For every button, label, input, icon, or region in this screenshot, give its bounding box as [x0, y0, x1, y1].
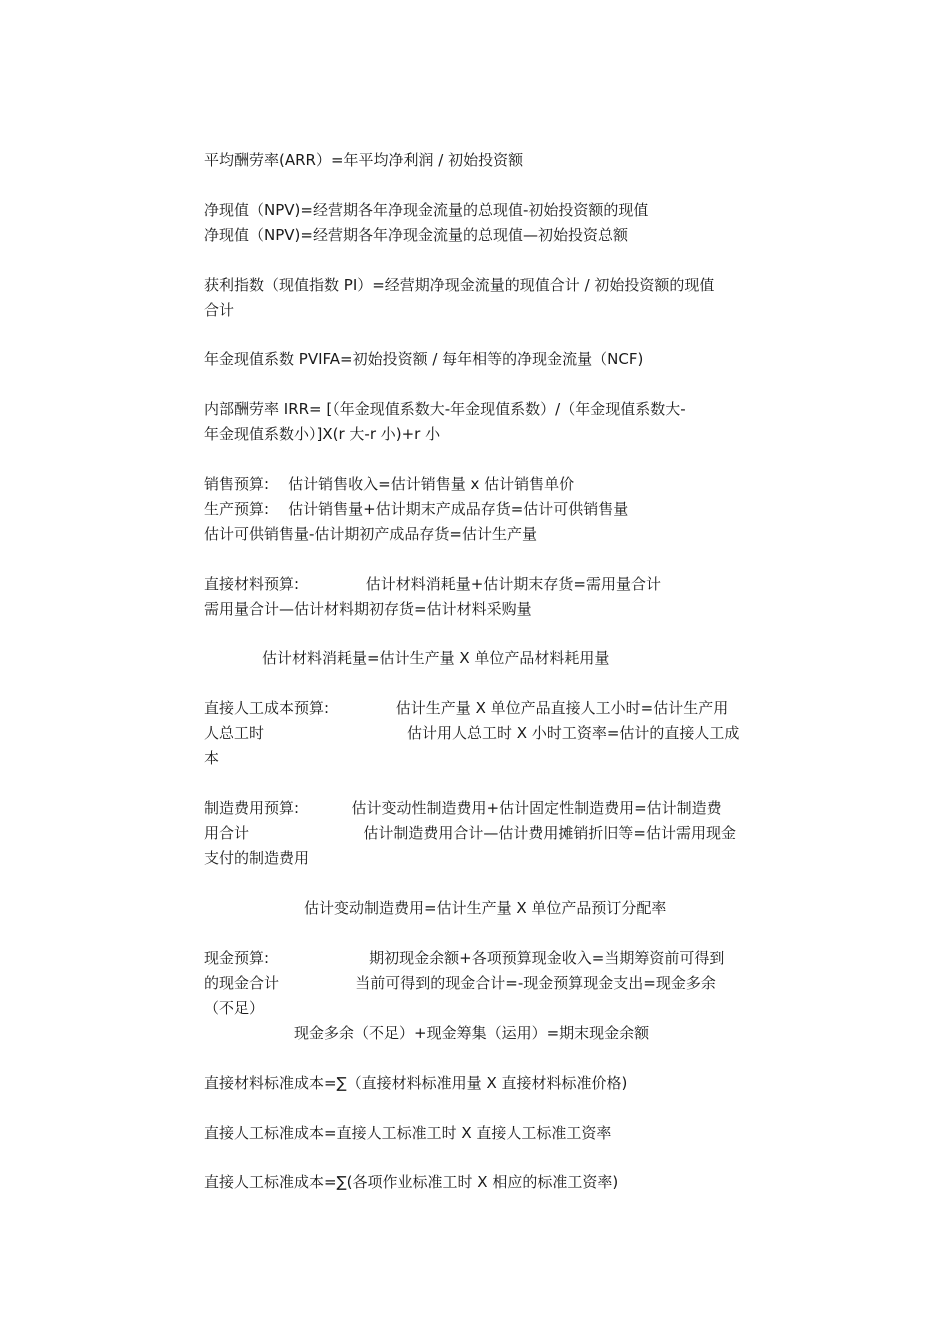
material-budget-cont: 需用量合计—估计材料期初存货=估计材料采购量 [204, 600, 532, 618]
overhead-budget-end: 支付的制造费用 [204, 849, 310, 867]
cash-budget-shortfall: （不足） [204, 999, 265, 1017]
formula-pvifa: 年金现值系数 PVIFA=初始投资额 / 每年相等的净现金流量（NCF) [204, 350, 644, 368]
labor-budget: 直接人工成本预算: 估计生产量 X 单位产品直接人工小时=估计生产用 [204, 699, 729, 717]
cash-budget: 现金预算: 期初现金余额+各项预算现金收入=当期筹资前可得到 [204, 949, 725, 967]
labor-budget-cont: 人总工时 估计用人总工时 X 小时工资率=估计的直接人工成 [204, 724, 740, 742]
formula-npv-2: 净现值（NPV)=经营期各年净现金流量的总现值—初始投资总额 [204, 226, 628, 244]
material-budget: 直接材料预算: 估计材料消耗量+估计期末存货=需用量合计 [204, 575, 661, 593]
sales-budget: 销售预算: 估计销售收入=估计销售量 x 估计销售单价 [204, 475, 575, 493]
overhead-budget: 制造费用预算: 估计变动性制造费用+估计固定性制造费用=估计制造费 [204, 799, 722, 817]
production-budget-cont: 估计可供销售量-估计期初产成品存货=估计生产量 [204, 525, 537, 543]
formula-npv-1: 净现值（NPV)=经营期各年净现金流量的总现值-初始投资额的现值 [204, 201, 649, 219]
cash-budget-cont: 的现金合计 当前可得到的现金合计=-现金预算现金支出=现金多余 [204, 974, 716, 992]
std-material-cost: 直接材料标准成本=∑（直接材料标准用量 X 直接材料标准价格) [204, 1074, 628, 1092]
std-labor-cost-2: 直接人工标准成本=∑(各项作业标准工时 X 相应的标准工资率) [204, 1173, 619, 1191]
production-budget: 生产预算: 估计销售量+估计期末产成品存货=估计可供销售量 [204, 500, 629, 518]
formula-irr: 内部酬劳率 IRR= [（年金现值系数大-年金现值系数）/（年金现值系数大- [204, 400, 686, 418]
material-consumption: 估计材料消耗量=估计生产量 X 单位产品材料耗用量 [262, 649, 610, 667]
overhead-budget-cont: 用合计 估计制造费用合计—估计费用摊销折旧等=估计需用现金 [204, 824, 737, 842]
labor-budget-end: 本 [204, 749, 220, 767]
formula-pi-cont: 合计 [204, 301, 235, 319]
formula-pi: 获利指数（现值指数 PI）=经营期净现金流量的现值合计 / 初始投资额的现值 [204, 276, 715, 294]
formula-irr-cont: 年金现值系数小）]X(r 大-r 小)+r 小 [204, 425, 441, 443]
std-labor-cost-1: 直接人工标准成本=直接人工标准工时 X 直接人工标准工资率 [204, 1124, 612, 1142]
formula-arr: 平均酬劳率(ARR）=年平均净利润 / 初始投资额 [204, 151, 524, 169]
cash-budget-end: 现金多余（不足）+现金筹集（运用）=期末现金余额 [294, 1024, 650, 1042]
variable-overhead: 估计变动制造费用=估计生产量 X 单位产品预订分配率 [304, 899, 667, 917]
